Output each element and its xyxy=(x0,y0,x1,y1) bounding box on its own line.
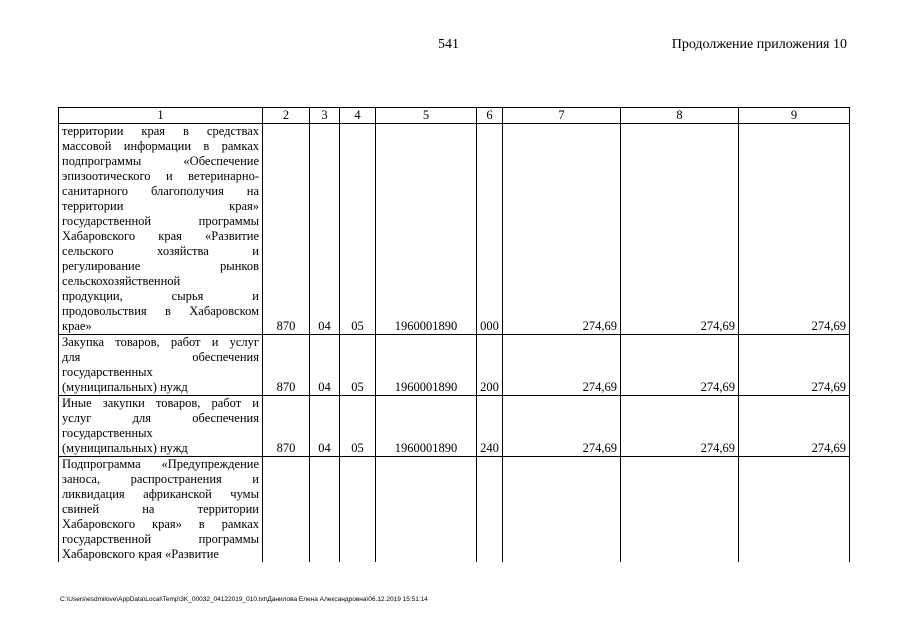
amount-2019: 274,69 xyxy=(503,396,621,457)
amount-2021: 274,69 xyxy=(739,335,850,396)
ministry-code: 870 xyxy=(263,124,310,335)
description-line: массовой информации в рамках xyxy=(62,139,259,153)
description-line: (муниципальных) нужд xyxy=(62,380,188,394)
expense-type-code xyxy=(477,457,503,563)
subsection-code: 05 xyxy=(340,124,376,335)
description-line: государственной программы xyxy=(62,214,259,228)
description-line: территории края в средствах xyxy=(62,124,259,138)
section-code xyxy=(310,457,340,563)
column-header: 5 xyxy=(376,108,477,124)
subsection-code: 05 xyxy=(340,335,376,396)
target-article-code: 1960001890 xyxy=(376,335,477,396)
description-line: государственных xyxy=(62,426,153,440)
amount-2021: 274,69 xyxy=(739,124,850,335)
column-header: 8 xyxy=(621,108,739,124)
target-article-code: 1960001890 xyxy=(376,124,477,335)
description-line: продовольствия в Хабаровском xyxy=(62,304,259,318)
description-line: эпизоотического и ветеринарно- xyxy=(62,169,259,183)
budget-table xyxy=(58,107,850,562)
section-code: 04 xyxy=(310,396,340,457)
expense-type-code: 200 xyxy=(477,335,503,396)
description-line: заноса, распространения и xyxy=(62,472,259,486)
description-line: государственных xyxy=(62,365,153,379)
description-line: территории края» xyxy=(62,199,259,213)
description-line: подпрограммы «Обеспечение xyxy=(62,154,259,168)
description-line: ликвидация африканской чумы xyxy=(62,487,259,501)
column-header: 4 xyxy=(340,108,376,124)
amount-2019: 274,69 xyxy=(503,335,621,396)
section-code: 04 xyxy=(310,124,340,335)
column-header: 2 xyxy=(263,108,310,124)
description-line: свиней на территории xyxy=(62,502,259,516)
description-line: сельскохозяйственной xyxy=(62,274,181,288)
subsection-code: 05 xyxy=(340,396,376,457)
description-line: Хабаровского края» в рамках xyxy=(62,517,259,531)
amount-2020: 274,69 xyxy=(621,396,739,457)
description-line: услуг для обеспечения xyxy=(62,411,259,425)
description-line: (муниципальных) нужд xyxy=(62,441,188,455)
ministry-code xyxy=(263,457,310,563)
amount-2020 xyxy=(621,457,739,563)
table-row xyxy=(59,396,850,457)
description-line: Закупка товаров, работ и услуг xyxy=(62,335,259,349)
table-row xyxy=(59,335,850,396)
target-article-code: 1960001890 xyxy=(376,396,477,457)
row-description xyxy=(59,335,263,396)
description-line: санитарного благополучия на xyxy=(62,184,259,198)
table-header-row xyxy=(59,108,850,124)
ministry-code: 870 xyxy=(263,396,310,457)
description-line: Хабаровского края «Развитие xyxy=(62,229,259,243)
description-line: Подпрограмма «Предупреждение xyxy=(62,457,259,471)
description-line: государственной программы xyxy=(62,532,259,546)
column-header: 1 xyxy=(59,108,263,124)
amount-2021: 274,69 xyxy=(739,396,850,457)
footer-path: C:\Users\esdmilove\AppData\Local\Temp\3K_00032_04122019_010.txt\Данилова Елена Александровна\06.12.2019 15:51:14 xyxy=(60,596,428,603)
expense-type-code: 240 xyxy=(477,396,503,457)
row-description xyxy=(59,396,263,457)
column-header: 6 xyxy=(477,108,503,124)
amount-2019: 274,69 xyxy=(503,124,621,335)
description-line: крае» xyxy=(62,319,92,333)
amount-2021 xyxy=(739,457,850,563)
amount-2020: 274,69 xyxy=(621,335,739,396)
row-description xyxy=(59,457,263,563)
description-line: продукции, сырья и xyxy=(62,289,259,303)
description-line: сельского хозяйства и xyxy=(62,244,259,258)
description-line: регулирование рынков xyxy=(62,259,259,273)
appendix-note: Продолжение приложения 10 xyxy=(671,37,847,52)
row-description xyxy=(59,124,263,335)
column-header: 7 xyxy=(503,108,621,124)
expense-type-code: 000 xyxy=(477,124,503,335)
description-line: Иные закупки товаров, работ и xyxy=(62,396,259,410)
subsection-code xyxy=(340,457,376,563)
ministry-code: 870 xyxy=(263,335,310,396)
page-number: 541 xyxy=(438,37,459,52)
section-code: 04 xyxy=(310,335,340,396)
amount-2019 xyxy=(503,457,621,563)
column-header: 9 xyxy=(739,108,850,124)
amount-2020: 274,69 xyxy=(621,124,739,335)
table-row xyxy=(59,457,850,563)
target-article-code xyxy=(376,457,477,563)
column-header: 3 xyxy=(310,108,340,124)
description-line: Хабаровского края «Развитие xyxy=(62,547,219,561)
description-line: для обеспечения xyxy=(62,350,259,364)
table-row xyxy=(59,124,850,335)
